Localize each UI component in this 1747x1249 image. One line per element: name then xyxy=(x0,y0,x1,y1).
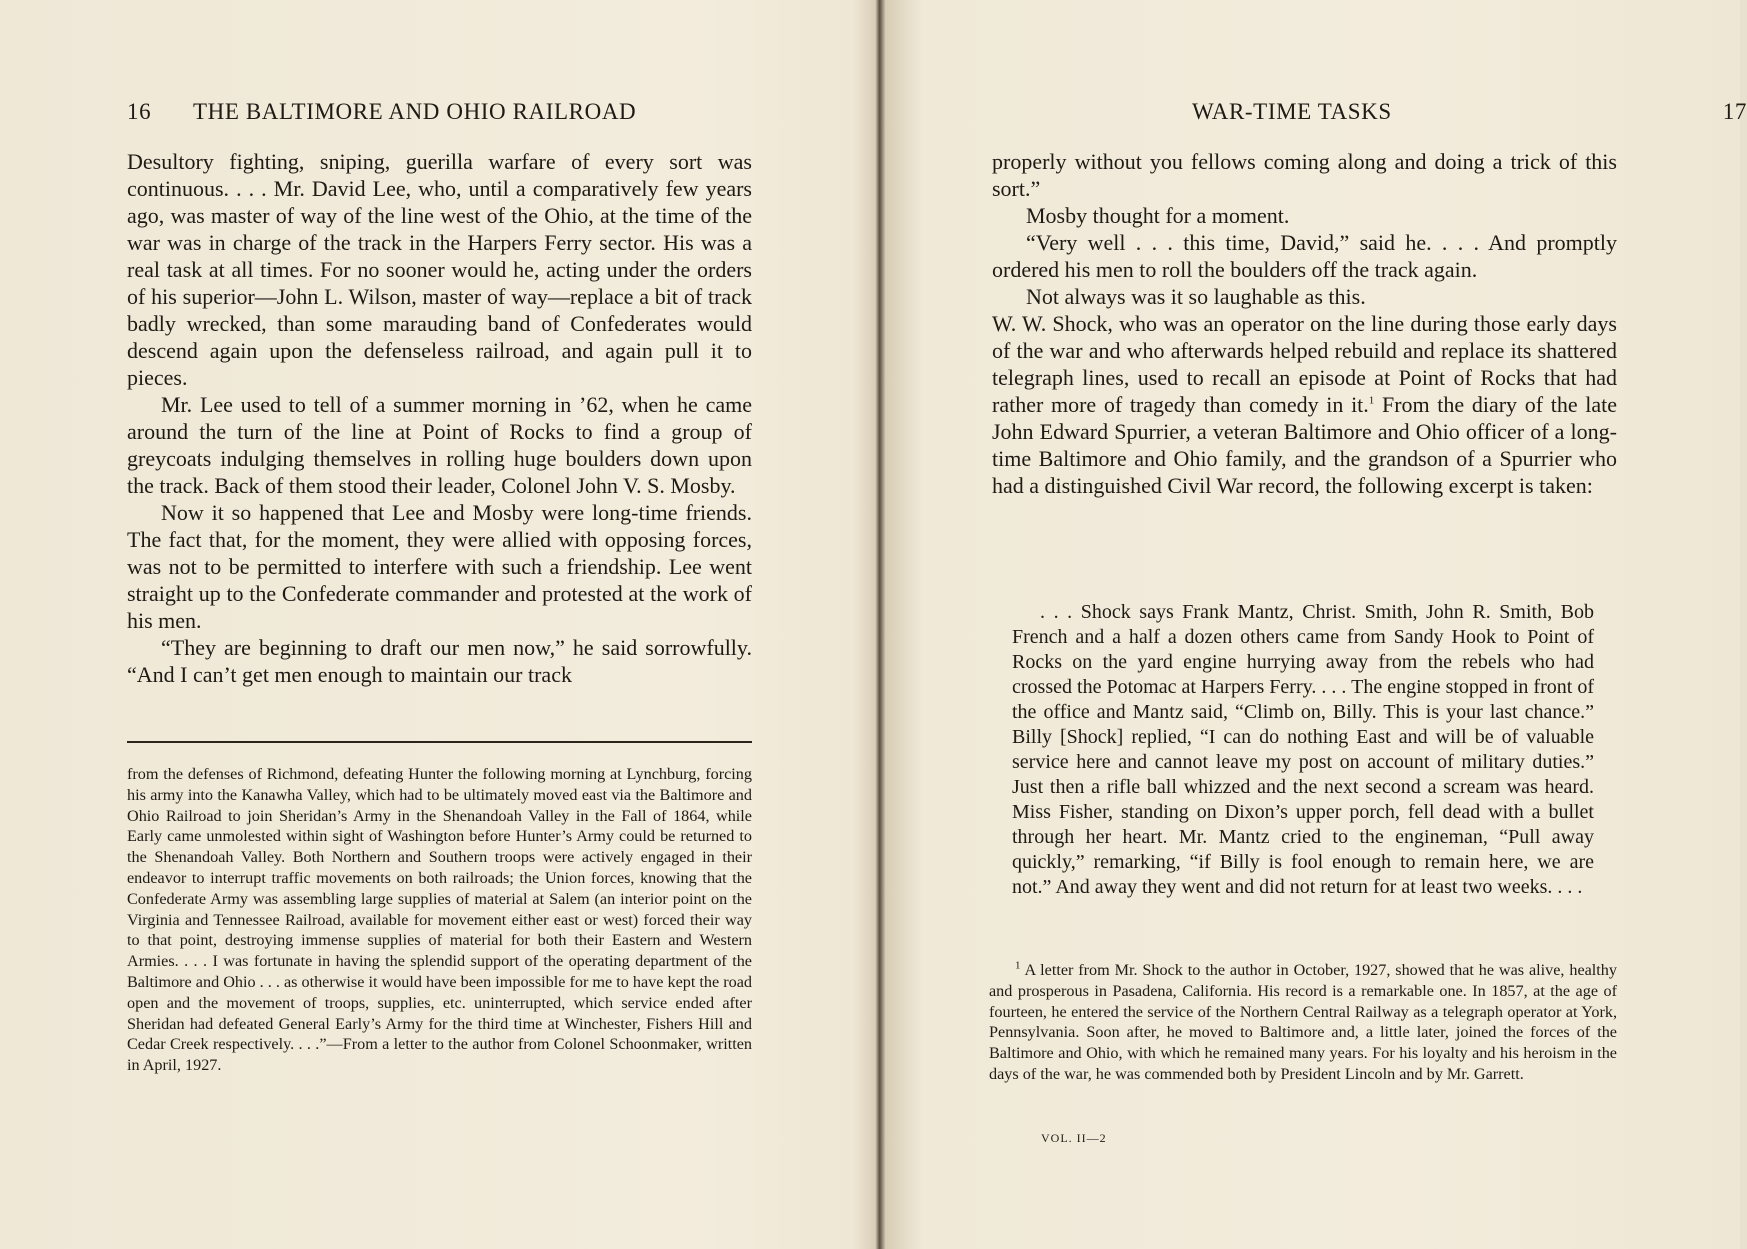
left-running-title: THE BALTIMORE AND OHIO RAILROAD xyxy=(193,99,637,124)
extract-text: . . . Shock says Frank Mantz, Christ. Smith, John R. Smith, Bob French and a half a dozen others came from Sandy Hook to Point of Rocks on the yard engine hurrying away from the rebels who had crossed the Potomac at Harpers Ferry. . . . The engine stopped in front of the office and Mantz said, “Climb on, Billy. This is your last chance.” Billy [Shock] replied, “I can do nothing East and will be of valuable service here and cannot leave my post on account of military duties.” Just then a rifle ball whizzed and the next second a scream was heard. Miss Fisher, standing on Dixon’s upper porch, fell dead with a bullet through her heart. Mr. Mantz cried to the engineman, “Pull away quickly,” remarking, “if Billy is fool enough to remain here, we are not.” And away they went and did not return for at least two weeks. . . . xyxy=(1012,601,1594,898)
paragraph: properly without you fellows coming along and doing a trick of this sort.” xyxy=(992,149,1617,201)
right-page-number: 17 xyxy=(1722,99,1747,124)
paragraph: Mr. Lee used to tell of a summer morning in ’62, when he came around the turn of the line at Point of Rocks to find a group of greycoats indulging themselves in rolling huge boulders down upon the track. Back of them stood their leader, Colonel John V. S. Mosby. xyxy=(127,392,752,498)
left-running-head xyxy=(127,96,752,128)
footnote-text xyxy=(989,960,1617,1085)
diary-extract xyxy=(1012,600,1594,900)
right-footnote xyxy=(989,960,1617,1085)
signature-mark: VOL. II—2 xyxy=(1041,1131,1107,1145)
footnote-reference: 1 xyxy=(1368,394,1375,407)
right-page xyxy=(876,0,1747,1249)
right-body-text xyxy=(992,148,1617,499)
left-page xyxy=(0,0,868,1249)
paragraph: Mosby thought for a moment. xyxy=(1026,203,1290,228)
paragraph: Now it so happened that Lee and Mosby were long-time friends. The fact that, for the moment, they were allied with opposing forces, was not to be permitted to interfere with such a friendship. Lee went straight up to the Confederate commander and protested at the work of his men. xyxy=(127,500,752,633)
right-running-head xyxy=(1192,96,1747,128)
paragraph: “They are beginning to draft our men now,” he said sorrowfully. “And I can’t get men enough to maintain our track xyxy=(127,635,752,687)
left-body-text xyxy=(127,148,752,688)
left-footnote xyxy=(127,764,752,1076)
paragraph: “Very well . . . this time, David,” said he. . . . And promptly ordered his men to roll the boulders off the track again. xyxy=(992,230,1617,282)
left-page-number: 16 xyxy=(127,99,152,124)
right-running-title: WAR-TIME TASKS xyxy=(1192,99,1392,124)
paragraph: Not always was it so laughable as this. xyxy=(1026,284,1366,309)
footnote-text: from the defenses of Richmond, defeating Hunter the following morning at Lynchburg, forcing his army into the Kanawha Valley, which had to be ultimately moved east via the Baltimore and Ohio Railroad to join Sheridan’s Army in the Shenandoah Valley in the Fall of 1864, while Early came unmolested within sight of Washington before Hunter’s Army could be returned to the Shenandoah Valley. Both Northern and Southern troops were actively engaged in their endeavor to interrupt traffic movements on both railroads; the Union forces, knowing that the Confederate Army was assembling large supplies of material at Salem (an interior point on the Virginia and Tennessee Railroad, available for movement either east or west) forced their way to that point, destroying immense supplies of material for both their Eastern and Western Armies. . . . I was fortunate in having the splendid support of the operating department of the Baltimore and Ohio . . . as otherwise it would have been impossible for me to have kept the road open and the movement of troops, supplies, etc. uninterrupted, which service ended after Sheridan had defeated General Early’s Army for the third time at Winchester, Fishers Hill and Cedar Creek respectively. . . .”—From a letter to the author from Colonel Schoonmaker, written in April, 1927. xyxy=(127,765,752,1075)
paragraph xyxy=(992,310,1617,499)
footnote-body: A letter from Mr. Shock to the author in October, 1927, showed that he was alive, healthy and prosperous in Pasadena, California. His record is a remarkable one. In 1857, at the age of fourteen, he entered the service of the Northern Central Railway as a telegraph operator at York, Pennsylvania. Soon after, he moved to Baltimore and, a little later, joined the forces of the Baltimore and Ohio, with which he remained many years. For his loyalty and his heroism in the days of the war, he was commended both by President Lincoln and by Mr. Garrett. xyxy=(989,961,1617,1083)
footnote-divider xyxy=(127,741,752,743)
paragraph-part: From the diary of the late John Edward Spurrier, a veteran Baltimore and Ohio officer of a long-time Baltimore and Ohio family, and the grandson of a Spurrier who had a distinguished Civil War record, the following excerpt is taken: xyxy=(992,392,1617,498)
footnote-marker: 1 xyxy=(1015,959,1021,972)
paragraph: Desultory fighting, sniping, guerilla warfare of every sort was continuous. . . . Mr. David Lee, who, until a comparatively few years ago, was master of way of the line west of the Ohio, at the time of the war was in charge of the track in the Harpers Ferry sector. His was a real task at all times. For no sooner would he, acting under the orders of his superior—John L. Wilson, master of way—replace a bit of track badly wrecked, than some marauding band of Confederates would descend again upon the defenseless railroad, and again pull it to pieces. xyxy=(127,149,752,390)
paragraph-part: W. W. Shock, who was an operator on the line during those early days of the war and who afterwards helped rebuild and replace its shattered telegraph lines, used to recall an episode at Point of Rocks that had rather more of tragedy than comedy in it. xyxy=(992,311,1617,417)
